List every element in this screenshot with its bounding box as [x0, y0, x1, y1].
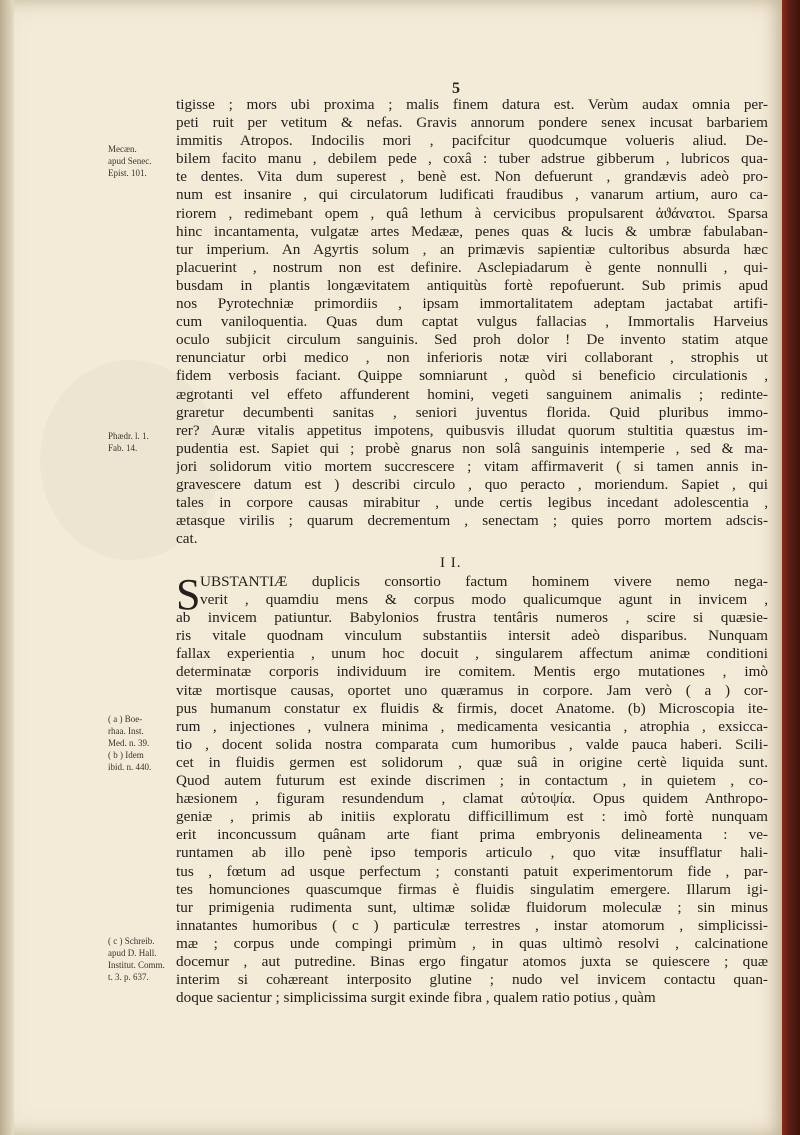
text-line: nos Pyrotechniæ primordiis , ipsam immortalitatem adeptam jactabat artifi-: [176, 295, 768, 313]
marginal-note-line: Fab. 14.: [108, 443, 138, 453]
text-line: ris vitale quodnam vinculum substantiis intersit adeò disparibus. Nunquam: [176, 627, 768, 645]
marginal-note-line: ibid. n. 440.: [108, 762, 152, 772]
text-line: jori solidorum vitio mortem succrescere ; vitam affirmaverit ( si tamen annis in-: [176, 457, 768, 475]
text-line: tigisse ; mors ubi proxima ; malis finem datura est. Verùm audax omnia per-: [176, 96, 768, 113]
text-line: tur primigenia rudimenta sunt, ultimæ solidæ fluidorum moleculæ ; sin minus: [176, 898, 768, 916]
page-number: 5: [452, 80, 460, 97]
body-text-bottom: [176, 570, 768, 1007]
text-line: te dentes. Vita dum superest , benè est. Non defuerunt , grandævis adeò pro-: [176, 168, 768, 186]
marginal-note-line: apud D. Hall.: [108, 948, 157, 958]
marginal-note-line: apud Senec.: [108, 156, 152, 166]
text-line: gravescere datum est ) describi circulo , quo peracto , moriendum. Sapiet , qui: [176, 475, 768, 493]
text-line: busdam in plantis longævitatem antiquitùs fortè repofuerunt. Sub primis apud: [176, 276, 768, 294]
text-line: verit , quamdiu mens & corpus modo qualicumque agunt in invicem ,: [200, 591, 768, 609]
text-line: fallax experientia , unum hoc docuit , singularem affectum animæ conditioni: [176, 645, 768, 663]
text-line: tales in corpore causas mirabitur , unde certis legibus incedant adolescentia ,: [176, 494, 768, 512]
text-line: ægrotanti vel effeto affunderent homini, vegeti sanguinem animalis ; redinte-: [176, 385, 768, 403]
text-line: oculo subjicit circulum sanguinis. Sed proh dolor ! De invento statim atque: [176, 331, 768, 349]
text-line: num est insanire , qui circulatorum ludificati fraudibus , vanarum artium, auro ca-: [176, 186, 768, 204]
text-line: riorem , redimebant opem , quâ lethum à cervicibus propulsarent ἀϑάνατοι. Sparsa: [176, 204, 768, 222]
marginal-note-line: Phædr. l. 1.: [108, 431, 149, 441]
text-line: Quod autem futurum est exinde discrimen ; in contactum , in quietem , co-: [176, 772, 768, 790]
text-line: pus humanum constatur ex fluidis & firmis, docet Anatome. (b) Microscopia ite-: [176, 699, 768, 717]
marginal-note-line: Mecæn.: [108, 144, 137, 154]
text-line: graretur decumbenti sanitas , seniori juventus florida. Quid pluribus immo-: [176, 403, 768, 421]
text-line: renunciatur orbi medico , non inferioris notæ viri collaborant , strophis ut: [176, 349, 768, 367]
text-line: docemur , aut putredine. Binas ergo fingatur atomos juxta se quiescere ; quæ: [176, 952, 768, 970]
text-line: tio , docent solida nostra comparata cum humoribus , valde pauca haberi. Scili-: [176, 735, 768, 753]
text-line: innatantes humoribus ( c ) particulæ terrestres , instar atomorum , simplicissi-: [176, 916, 768, 934]
text-line: tus , fœtum ad usque perfectum ; constanti patuit experimentorum fide , par-: [176, 862, 768, 880]
text-line: UBSTANTIÆ duplicis consortio factum hominem vivere nemo nega-: [200, 573, 768, 590]
text-line: cat.: [176, 530, 198, 548]
text-line: immitis Atropos. Indocilis mori , pacifcitur quodcumque volueris aliud. De-: [176, 132, 768, 150]
body-text-top: [176, 96, 768, 548]
marginal-note-line: ( a ) Boe-: [108, 714, 143, 724]
text-line: rer? Auræ vitalis appetitus impotens, quibusvis illudat quorum stultitia quæstus im-: [176, 421, 768, 439]
text-line: determinatæ corporis individuum ire comitem. Mentis ergo mutationes , imò: [176, 663, 768, 681]
text-line: pudentia est. Sapiet qui ; probè gnarus non solâ sanguinis intemperie , sed & ma-: [176, 439, 768, 457]
marginal-note-line: t. 3. p. 637.: [108, 972, 149, 982]
text-line: hinc incantamenta, vulgatæ artes Medææ, penes quas & lucis & umbræ fabulaban-: [176, 222, 768, 240]
marginal-note-line: Med. n. 39.: [108, 738, 150, 748]
marginal-note-schreiber: [108, 935, 174, 983]
text-line: tes homunciones quascumque firmas è fluidis singulatim emergere. Illarum igi-: [176, 880, 768, 898]
section-heading: I I.: [440, 555, 462, 571]
marginal-note-line: ( b ) Idem: [108, 750, 144, 760]
marginal-note-line: rhaa. Inst.: [108, 726, 144, 736]
marginal-note-seneca: [108, 143, 174, 179]
marginal-note-line: Institut. Comm.: [108, 960, 165, 970]
drop-cap: S: [176, 570, 201, 619]
text-line: hæsionem , figuram resundendum , clamat αὐτοψία. Opus quidem Anthropo-: [176, 790, 768, 808]
text-line: bilem facito manu , debilem pede , coxâ : tuber adstrue gibberum , lubricos qua-: [176, 150, 768, 168]
book-cover-edge: [782, 0, 800, 1135]
text-line: peti ruit per vetitum & nefas. Gravis annorum pondere senex incusat barbariem: [176, 114, 768, 132]
text-line: erit inconcussum quânam arte fiant prima embryonis delineamenta : ve-: [176, 826, 768, 844]
text-line: cum vaniloquentia. Quas dum captat vulgus fallacias , Immortalis Harveius: [176, 313, 768, 331]
text-line: tur imperium. An Agyrtis solum , an primævis sapientiæ cultoribus absurda hæc: [176, 240, 768, 258]
marginal-note-boerhaave: [108, 713, 174, 773]
marginal-note-line: Epist. 101.: [108, 168, 147, 178]
text-line: vitæ mortisque causas, oportet uno quæramus in corpore. Jam verò ( a ) cor-: [176, 681, 768, 699]
text-line: placuerint , nostrum non est definire. Asclepiadarum è gente nonnulli , qui-: [176, 258, 768, 276]
text-line: runtamen ab illo penè ipso temporis articulo , quo vitæ insufflatur hali-: [176, 844, 768, 862]
text-line: ab invicem patiuntur. Babylonios frustra tentâris numeros , scire si quæsie-: [176, 609, 768, 627]
text-line: fidem verbosis faciant. Quippe somniarunt , quòd si beneficio circulationis ,: [176, 367, 768, 385]
text-line: ætasque virilis ; quarum decrementum , senectam ; quies porro mortem adscis-: [176, 512, 768, 530]
marginal-note-line: ( c ) Schreib.: [108, 936, 155, 946]
marginal-note-phaedrus: [108, 430, 174, 454]
text-line: cet in fluidis germen est solidorum , quæ suâ in origine certè liquida sunt.: [176, 753, 768, 771]
text-line: interim si cohæreant interposito glutine ; nudo vel invicem contactu quan-: [176, 971, 768, 989]
text-line: mæ ; corpus unde compingi primùm , in quas ultimò resolvi , calcinatione: [176, 934, 768, 952]
text-line: doque sacientur ; simplicissima surgit exinde fibra , qualem ratio potius , quàm: [176, 989, 656, 1007]
text-line: rum , injectiones , vulnera minima , medicamenta vesicantia , atrophia , exsicca-: [176, 717, 768, 735]
page-gutter: [0, 0, 14, 1135]
text-line: geniæ , primis ab initiis exploratu difficillimum est : imò fortè nunquam: [176, 808, 768, 826]
